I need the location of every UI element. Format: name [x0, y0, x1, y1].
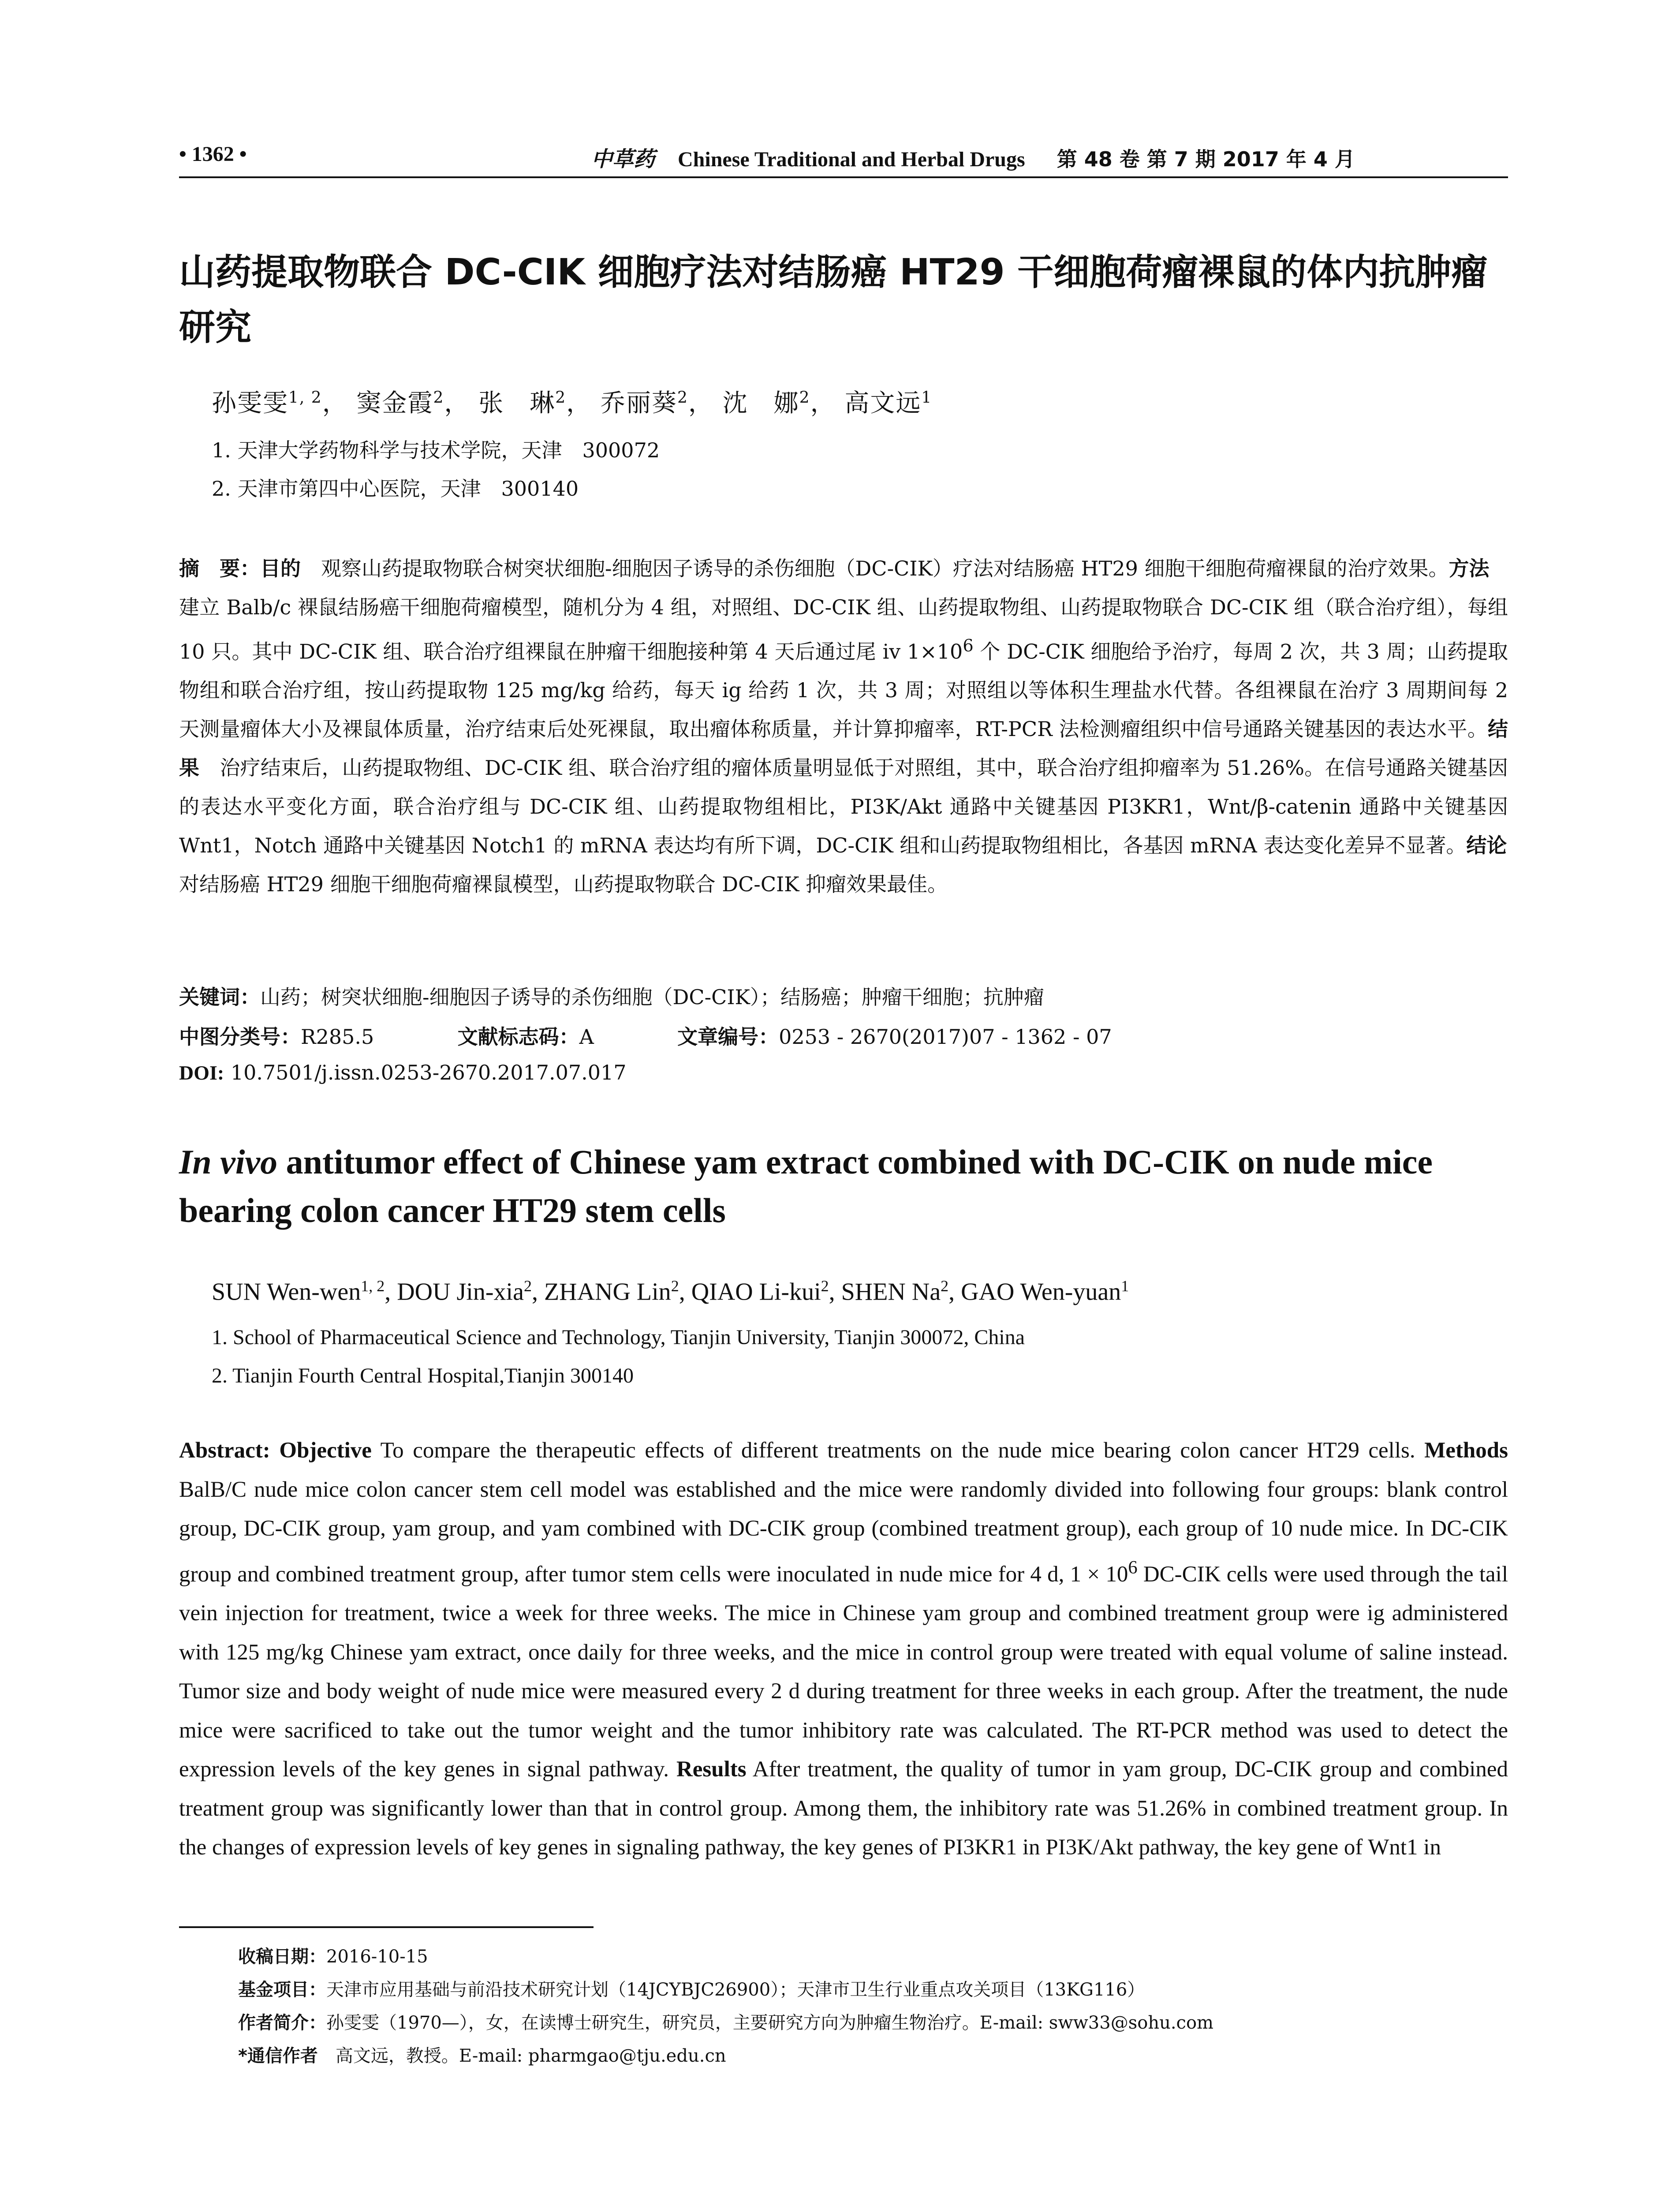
keywords-line: [179, 981, 1044, 1010]
methods-text-cont: DC-CIK cells were used through the tail vein injection for treatment, twice a week for three weeks. The mice in Chinese yam group and combined treatment group were ig administered with 125 mg/kg Chinese yam extract, once daily for three weeks, and the mice in control group were treated with equal volume of saline instead. Tumor size and body weight of nude mice were measured every 2 d during treatment for three weeks in each group. After the treatment, the nude mice were sacrificed to take out the tumor weight and the tumor inhibitory rate was calculated. The RT-PCR method was used to detect the expression levels of the key genes in signal pathway.: [179, 1562, 1508, 1782]
author-bio-label: 作者简介：: [238, 2013, 326, 2033]
results-label: Results: [676, 1757, 747, 1782]
author-name: QIAO Li-kui: [691, 1278, 821, 1306]
doi-value: 10.7501/j.issn.0253-2670.2017.07.017: [224, 1061, 627, 1084]
author-name: 窦金霞: [356, 389, 433, 418]
author-affiliation-mark: 2: [523, 1277, 532, 1295]
fund-label: 基金项目：: [238, 1980, 326, 2000]
chinese-affiliation-2: 2. 天津市第四中心医院，天津 300140: [212, 477, 579, 501]
author-name: 乔丽葵: [600, 389, 677, 418]
running-header: [179, 137, 1508, 178]
article-no-value: 0253 - 2670(2017)07 - 1362 - 07: [779, 1025, 1112, 1049]
author-separator: ,: [948, 1278, 961, 1306]
author-name: GAO Wen-yuan: [961, 1278, 1121, 1306]
author-affiliation-mark: 2: [941, 1277, 949, 1295]
author-affiliation-mark: 2: [799, 389, 810, 407]
author-name: 高文远: [844, 389, 922, 418]
abstract-label: 摘 要：: [179, 557, 260, 580]
author-affiliation-mark: 2: [677, 389, 688, 407]
author-bio-text: 孙雯雯（1970—），女，在读博士研究生，研究员，主要研究方向为肿瘤生物治疗。E-mail: sww33@sohu.com: [326, 2013, 1213, 2033]
title-rest: antitumor effect of Chinese yam extract combined with DC-CIK on nude mice bearing colon cancer HT29 stem cells: [179, 1143, 1433, 1230]
author-affiliation-mark: 1: [921, 389, 933, 407]
methods-label: Methods: [1424, 1438, 1508, 1463]
clc-value: R285.5: [301, 1025, 374, 1049]
received-label: 收稿日期：: [238, 1947, 326, 1967]
chinese-affiliation-1: 1. 天津大学药物科学与技术学院，天津 300072: [212, 438, 660, 462]
footnote-fund: [238, 1976, 1145, 2001]
author-separator: ,: [531, 1278, 544, 1306]
results-label: 结果: [179, 717, 1508, 780]
author-separator: ，: [566, 389, 592, 418]
footnote-author: [238, 2009, 1213, 2034]
author-name: 孙雯雯: [212, 389, 288, 418]
methods-text: 建立 Balb/c 裸鼠结肠癌干细胞荷瘤模型，随机分为 4 组，对照组、DC-CIK 组、山药提取物组、山药提取物联合 DC-CIK 组（联合治疗组），每组 10 只。其中 DC-CIK 组、联合治疗组裸鼠在肿瘤干细胞接种第 4 天后通过尾 iv 1×10: [179, 557, 1510, 664]
methods-label: 方法: [1449, 557, 1490, 580]
keywords-text: 山药；树突状细胞-细胞因子诱导的杀伤细胞（DC-CIK）；结肠癌；肿瘤干细胞；抗肿瘤: [260, 985, 1044, 1009]
chinese-title: 山药提取物联合 DC-CIK 细胞疗法对结肠癌 HT29 干细胞荷瘤裸鼠的体内抗肿瘤研究: [179, 251, 1488, 348]
exponent: 6: [963, 636, 974, 656]
methods-text-cont: 个 DC-CIK 细胞给予治疗，每周 2 次，共 3 周；山药提取物组和联合治疗组，按山药提取物 125 mg/kg 给药，每天 ig 给药 1 次，共 3 周；对照组以等体积生理盐水代替。各组裸鼠在治疗 3 周期间每 2 天测量瘤体大小及裸鼠体质量，治疗结束后处死裸鼠，取出瘤体称质量，并计算抑瘤率，RT-PCR 法检测瘤组织中信号通路关键基因的表达水平。: [179, 639, 1508, 741]
fund-text: 天津市应用基础与前沿技术研究计划（14JCYBJC26900）；天津市卫生行业重点攻关项目（13KG116）: [326, 1980, 1145, 2000]
footnote-received: [238, 1943, 428, 1968]
clc-label: 中图分类号：: [179, 1025, 301, 1049]
author-name: SUN Wen-wen: [212, 1278, 361, 1306]
article-no-label: 文章编号：: [677, 1025, 779, 1049]
objective-label: 目的: [260, 557, 301, 580]
journal-banner: [591, 142, 1355, 172]
author-name: ZHANG Lin: [544, 1278, 671, 1306]
english-authors: [212, 1277, 1129, 1306]
author-affiliation-mark: 2: [671, 1277, 679, 1295]
author-affiliation-mark: 1, 2: [361, 1277, 385, 1295]
doc-code-label: 文献标志码：: [457, 1025, 579, 1049]
title-italic-part: In vivo: [179, 1143, 278, 1181]
author-affiliation-mark: 1, 2: [288, 389, 322, 407]
author-separator: ,: [679, 1278, 691, 1306]
author-affiliation-mark: 2: [821, 1277, 829, 1295]
received-date: 2016-10-15: [326, 1947, 428, 1967]
abstract-objective-label: Abstract: Objective: [179, 1438, 372, 1463]
results-text: 治疗结束后，山药提取物组、DC-CIK 组、联合治疗组的瘤体质量明显低于对照组，其中，联合治疗组抑瘤率为 51.26%。在信号通路关键基因的表达水平变化方面，联合治疗组与 DC-CIK 组、山药提取物组相比，PI3K/Akt 通路中关键基因 PI3KR1，Wnt/β-catenin 通路中关键基因 Wnt1，Notch 通路中关键基因 Notch1 的 mRNA 表达均有所下调，DC-CIK 组和山药提取物组相比，各基因 mRNA 表达变化差异不显著。: [179, 756, 1508, 858]
issue-info: 第 48 卷 第 7 期 2017 年 4 月: [1057, 147, 1355, 171]
journal-logo: 中草药: [591, 147, 655, 172]
author-separator: ，: [688, 389, 714, 418]
footnote-corresponding: [238, 2042, 726, 2067]
author-affiliation-mark: 2: [433, 389, 444, 407]
author-separator: ，: [444, 389, 470, 418]
conclusion-label: 结论: [1466, 833, 1507, 858]
doc-code-value: A: [579, 1025, 594, 1049]
author-name: 沈 娜: [722, 389, 799, 418]
author-name: 张 琳: [478, 389, 556, 418]
keywords-label: 关键词：: [179, 985, 260, 1009]
doi-label: DOI:: [179, 1061, 224, 1084]
author-separator: ，: [322, 389, 348, 418]
doi-line: [179, 1061, 627, 1084]
chinese-authors: [212, 384, 932, 419]
page-number: • 1362 •: [179, 142, 247, 166]
english-title: [179, 1138, 1508, 1235]
classification-line: [179, 1021, 1112, 1050]
conclusion-text: 对结肠癌 HT29 细胞干细胞荷瘤裸鼠模型，山药提取物联合 DC-CIK 抑瘤效果最佳。: [179, 833, 1527, 897]
author-name: SHEN Na: [841, 1278, 941, 1306]
methods-text: BalB/C nude mice colon cancer stem cell model was established and the mice were randomly divided into following four groups: blank control group, DC-CIK group, yam group, and yam combined with DC-CIK group (combined treatment group), each group of 10 nude mice. In DC-CIK group and combined treatment group, after tumor stem cells were inoculated in nude mice for 4 d, 1 × 10: [179, 1477, 1508, 1587]
journal-name: Chinese Traditional and Herbal Drugs: [678, 148, 1025, 171]
corresponding-text: 高文远，教授。E-mail: pharmgao@tju.edu.cn: [317, 2046, 726, 2066]
corresponding-label: *通信作者: [238, 2046, 318, 2066]
chinese-abstract: [179, 549, 1527, 904]
english-affiliation-1: 1. School of Pharmaceutical Science and Technology, Tianjin University, Tianjin 300072, China: [212, 1326, 1025, 1349]
objective-text: To compare the therapeutic effects of different treatments on the nude mice bearing colon cancer HT29 cells.: [371, 1438, 1425, 1463]
english-affiliation-2: 2. Tianjin Fourth Central Hospital,Tianjin 300140: [212, 1364, 634, 1387]
objective-text: 观察山药提取物联合树突状细胞-细胞因子诱导的杀伤细胞（DC-CIK）疗法对结肠癌 HT29 细胞干细胞荷瘤裸鼠的治疗效果。: [301, 557, 1449, 580]
author-separator: ,: [829, 1278, 841, 1306]
author-affiliation-mark: 2: [555, 389, 567, 407]
author-separator: ，: [810, 389, 836, 418]
exponent: 6: [1128, 1557, 1138, 1578]
author-separator: ,: [385, 1278, 397, 1306]
author-affiliation-mark: 1: [1121, 1277, 1129, 1295]
results-text: After treatment, the quality of tumor in yam group, DC-CIK group and combined treatment group was significantly lower than that in control group. Among them, the inhibitory rate was 51.26% in combined treatment group. In the changes of expression levels of key genes in signaling pathway, the key genes of PI3KR1 in PI3K/Akt pathway, the key gene of Wnt1 in: [179, 1757, 1508, 1860]
author-name: DOU Jin-xia: [397, 1278, 524, 1306]
footnote-rule: [179, 1926, 594, 1928]
english-abstract: [179, 1431, 1508, 1867]
